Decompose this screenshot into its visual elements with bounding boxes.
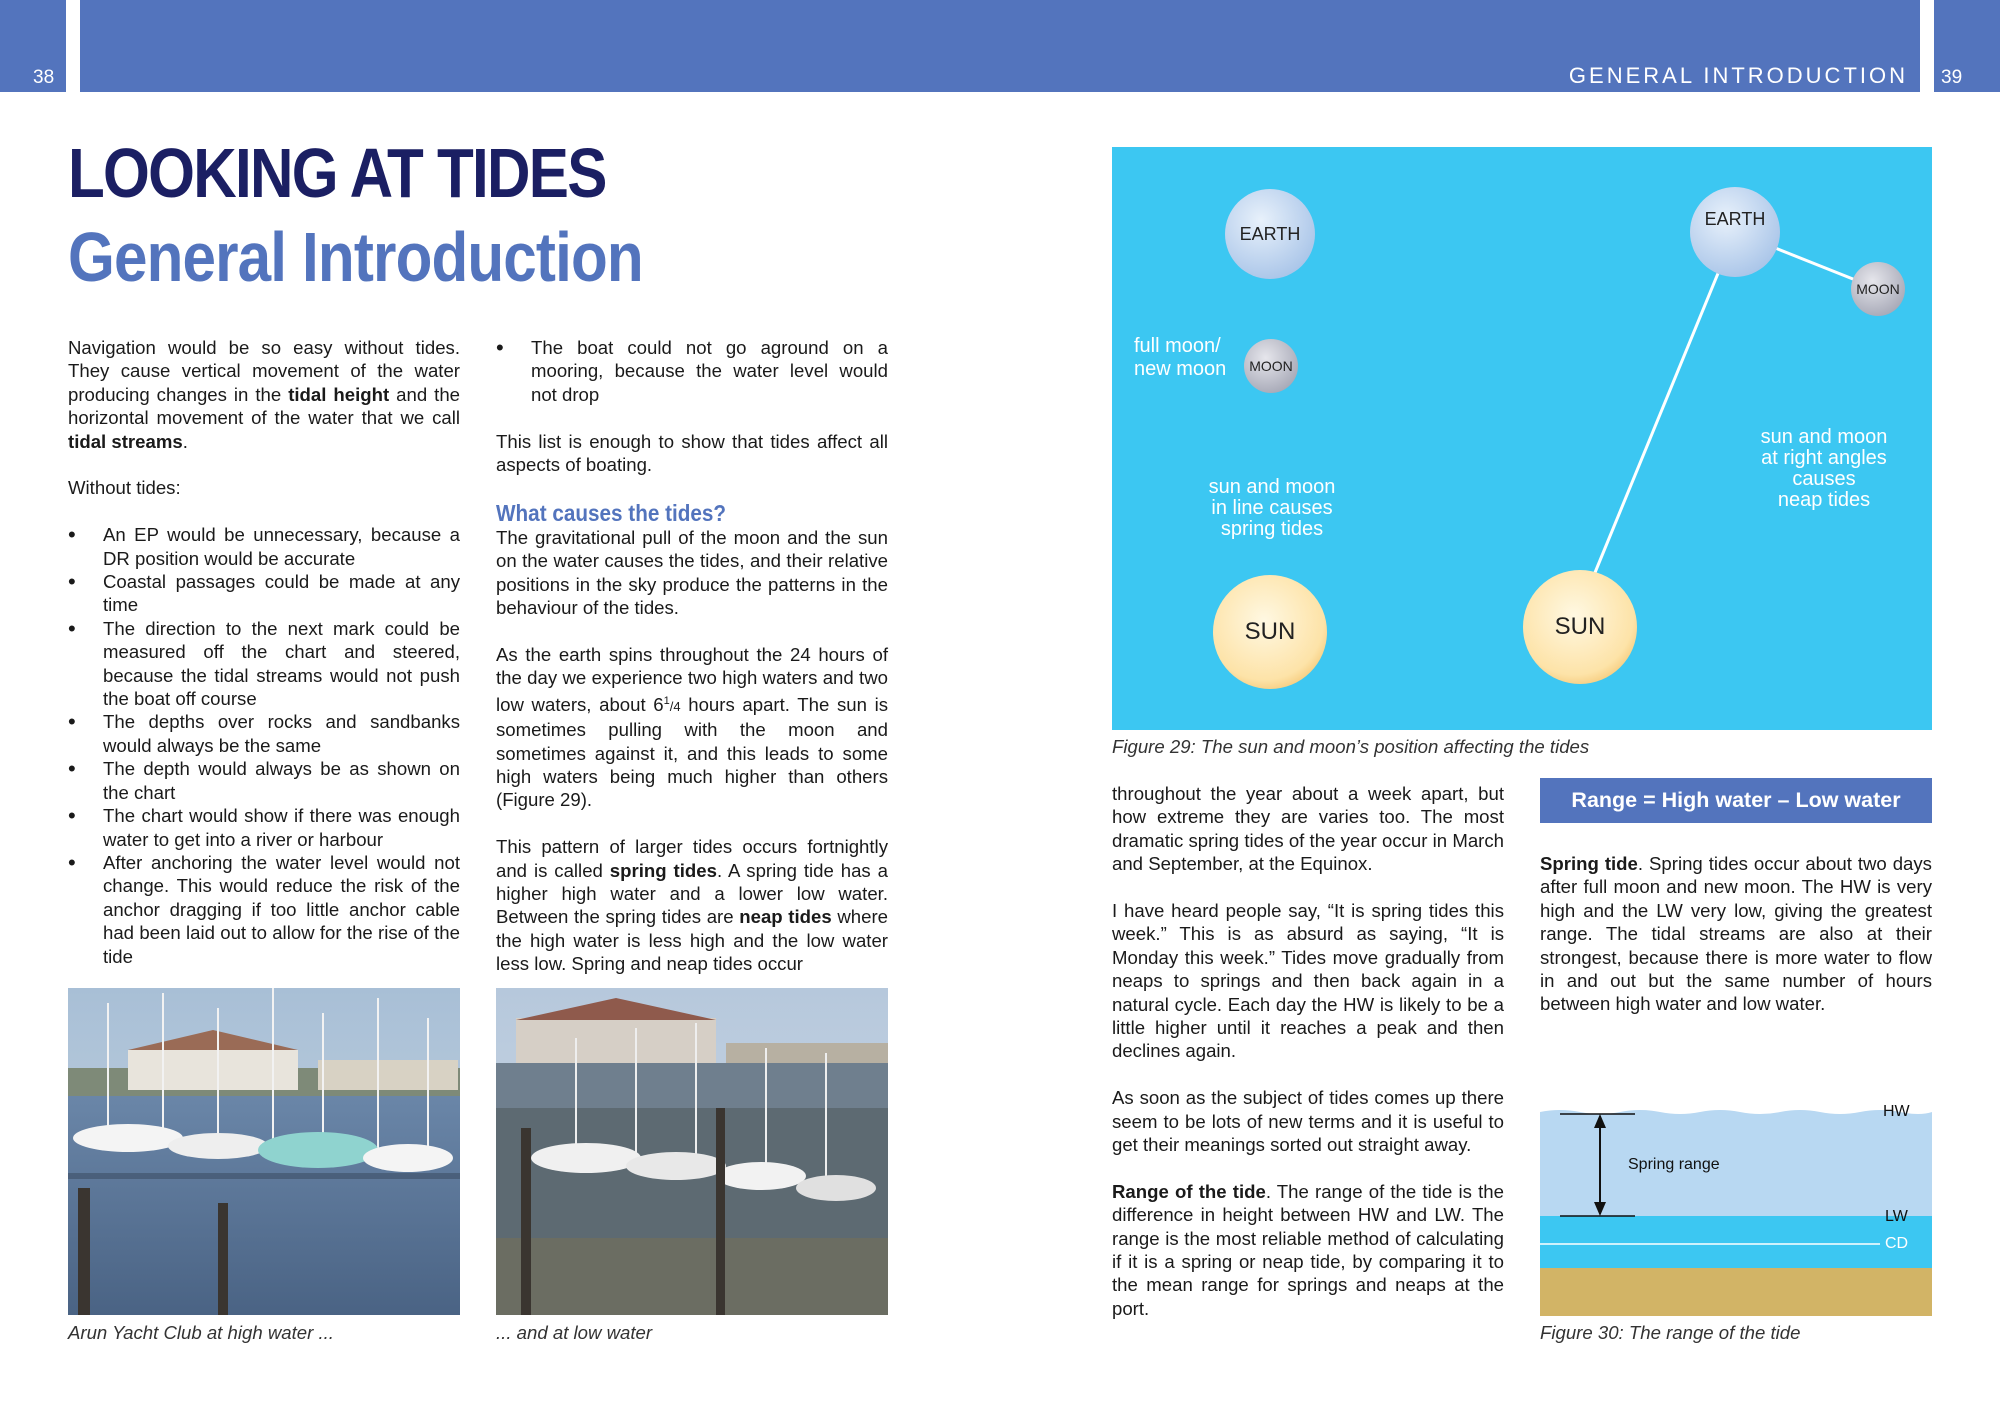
page-number-left: 38 [33,67,55,88]
intro-paragraph: Navigation would be so easy without tides. They cause vertical movement of the water producing changes in the tidal height and the horizontal movement of the water that we call tidal streams. [68,337,461,452]
list-item: • The depth would always be as shown on the chart [68,757,460,804]
without-tides-label: Without tides: [68,477,181,499]
earth-right-label: EARTH [1704,209,1766,229]
neap-tides-label: sun and moon at right angles causes neap tides [1760,426,1888,511]
paragraph: Range of the tide. The range of the tide is the difference in height between HW and LW. The range is the most reliable method of calculating if it is a spring or neap tide, by comparing it to the mean range for springs and neaps at the port. [1112,1180,1504,1319]
range-formula-box: Range = High water – Low water [1540,778,1932,823]
hw-label: HW [1883,1103,1910,1120]
spring-tides-label: sun and moon in line causes spring tides [1208,476,1336,540]
paragraph: As soon as the subject of tides comes up there seem to be lots of new terms and it is useful to get their meanings sorted out straight away. [1112,1087,1504,1156]
photo-high-water [68,988,460,1315]
running-head: GENERAL INTRODUCTION [1568,63,1908,88]
boat-list [496,336,888,406]
paragraph: throughout the year about a week apart, but how extreme they are varies too. The most dramatic spring tides of the year occur in March and September, at the Equinox. [1112,783,1504,875]
list-item: • After anchoring the water level would not change. This would reduce the risk of the anchor dragging if too little anchor cable had been laid out to allow for the rise of the tide [68,851,460,968]
earth-right-circle [1690,187,1780,277]
section-heading: What causes the tides? [496,499,727,526]
moon-right-label: MOON [1856,281,1900,297]
figure-30-caption: Figure 30: The range of the tide [1540,1322,1801,1343]
list-item: • An EP would be unnecessary, because a DR position would be accurate [68,523,460,570]
paragraph: The gravitational pull of the moon and the sun on the water causes the tides, and their relative positions in the sky produce the patterns in the behaviour of the tides. [496,526,888,619]
column-2 [496,336,888,999]
figure-30-diagram [1540,1100,1932,1316]
photo-low-water [496,988,888,1315]
earth-left-label: EARTH [1239,224,1301,244]
list-item: • The chart would show if there was enough water to get into a river or harbour [68,804,460,851]
chapter-title: LOOKING AT TIDES [68,134,606,212]
paragraph: This list is enough to show that tides affect all aspects of boating. [496,430,888,476]
lw-label: LW [1885,1208,1908,1225]
cd-label: CD [1885,1235,1909,1252]
figure-29-caption: Figure 29: The sun and moon’s position affecting the tides [1112,736,1590,757]
column-1 [68,336,460,968]
list-item: • The depths over rocks and sandbanks would always be the same [68,710,460,757]
column-3 [1112,782,1504,1344]
paragraph: I have heard people say, “It is spring tides this week.” This is as absurd as saying, “It is Monday this week.” Tides move gradually from neaps to springs and then back again in a natural cycle. Each day the HW is likely to be a little higher until it reaches a peak and then declines again. [1112,900,1504,1062]
photo-caption-low-water: ... and at low water [496,1322,653,1343]
list-item: • The direction to the next mark could be measured off the chart and steered, because the tidal streams would not push the boat off course [68,617,460,711]
chapter-subtitle: General Introduction [68,218,643,296]
list-item: • Coastal passages could be made at any time [68,570,460,617]
spring-range-label: Spring range [1628,1156,1720,1173]
paragraph: This pattern of larger tides occurs fortnightly and is called spring tides. A spring tide has a higher high water and a lower low water. Between the spring tides are neap tides where the high water is less high and the low water less low. Spring and neap tides occur [496,836,888,975]
moon-left-label: MOON [1249,358,1293,374]
sun-right-label: SUN [1554,613,1606,640]
without-tides-list [68,523,460,968]
paragraph: Spring tide. Spring tides occur about two days after full moon and new moon. The HW is very high and the LW very low, giving the greatest range. The tidal streams are also at their strongest, because there is more water to flow in and out but the same number of hours between high water and low water. [1540,853,1932,1015]
photo-caption-high-water: Arun Yacht Club at high water ... [68,1322,334,1343]
paragraph: As the earth spins throughout the 24 hours of the day we experience two high waters and two low waters, about $6^1/4$ hours apart. The sun is sometimes pulling with the moon and sometimes against it, and this leads to some high waters being much higher than others (Figure 29). [496,643,889,811]
sun-left-label: SUN [1244,618,1296,645]
list-item: • The boat could not go aground on a mooring, because the water level would not drop [496,336,888,406]
column-4 [1540,852,1932,1039]
figure-29-diagram [1112,147,1932,730]
full-moon-label: full moon/ new moon [1134,335,1227,380]
page-number-right: 39 [1941,67,1963,88]
